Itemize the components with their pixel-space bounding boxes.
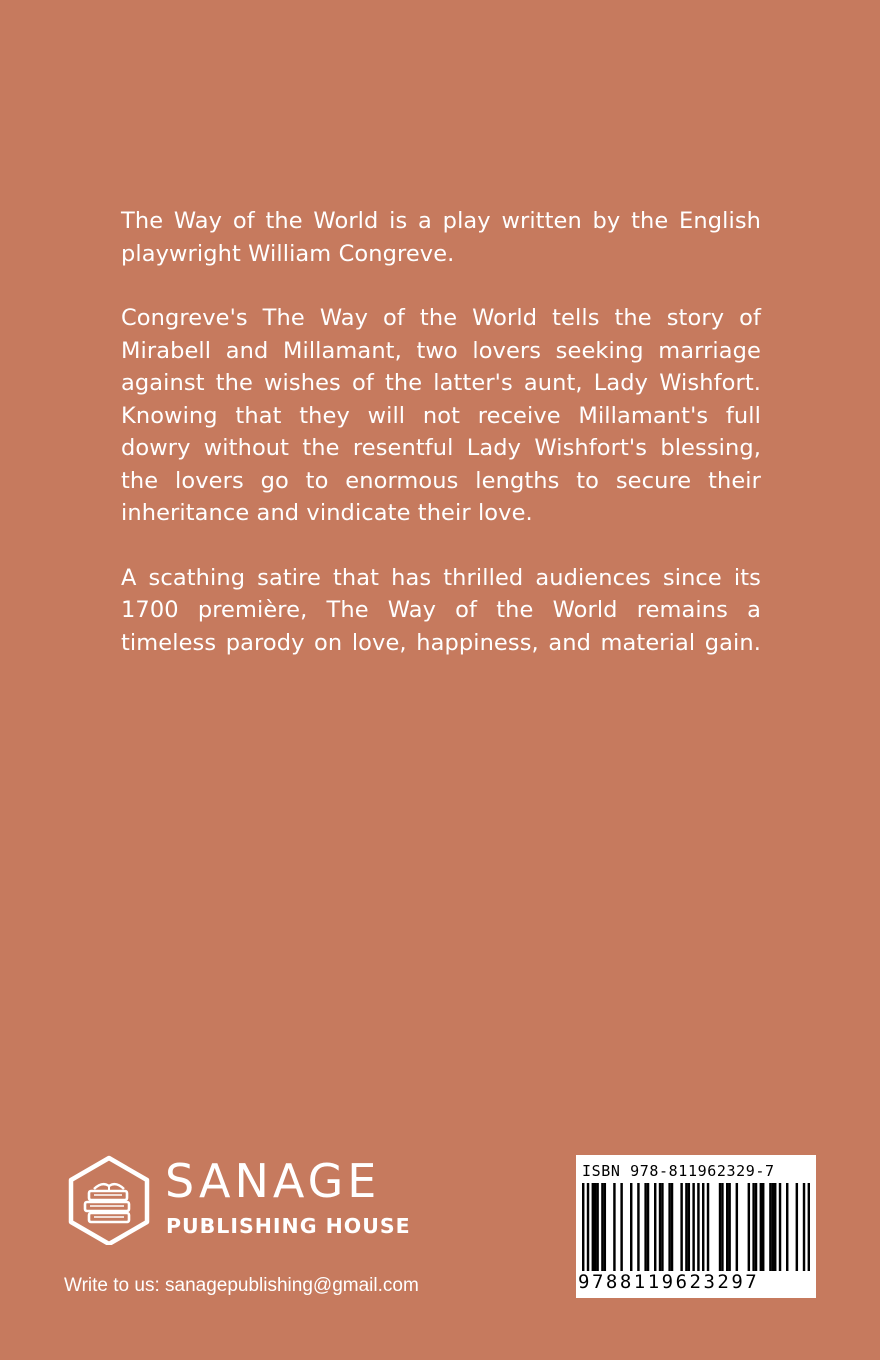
barcode-bar (736, 1183, 738, 1271)
barcode-bar (587, 1183, 589, 1271)
barcode-bar (594, 1183, 596, 1271)
barcode-bar (803, 1183, 805, 1271)
barcode-bar (668, 1183, 670, 1271)
barcode-bar (772, 1183, 774, 1271)
barcode-bars (582, 1183, 810, 1273)
barcode-bar (726, 1183, 728, 1271)
publisher-name: SANAGE (165, 1154, 381, 1208)
barcode-bar (752, 1183, 754, 1271)
publisher-logo-block (64, 1153, 424, 1243)
barcode-digits: 9788119623297 (578, 1271, 760, 1293)
barcode-bar (697, 1183, 699, 1271)
blurb-paragraph-3: A scathing satire that has thrilled audiences since its 1700 première, The Way of the World remains a timeless parody on love, happiness, and material gain. (121, 564, 761, 656)
barcode-bar (637, 1183, 639, 1271)
barcode-bar (647, 1183, 649, 1271)
barcode-bar (748, 1183, 750, 1271)
barcode-bar (779, 1183, 781, 1271)
barcode-bar (786, 1183, 788, 1271)
hexagon-books-icon (64, 1155, 154, 1245)
barcode-bar (721, 1183, 723, 1271)
barcode-bar (692, 1183, 694, 1271)
barcode-bar (774, 1183, 776, 1271)
isbn-label: ISBN 978-811962329-7 (582, 1162, 775, 1180)
barcode-bar (719, 1183, 721, 1271)
barcode-bar (620, 1183, 622, 1271)
isbn-barcode (576, 1155, 816, 1298)
barcode-bar (671, 1183, 673, 1271)
contact-email: Write to us: sanagepublishing@gmail.com (64, 1275, 419, 1296)
barcode-bar (728, 1183, 730, 1271)
barcode-bar (760, 1183, 762, 1271)
barcode-bar (659, 1183, 661, 1271)
barcode-bar (796, 1183, 798, 1271)
barcode-bar (755, 1183, 757, 1271)
barcode-bar (685, 1183, 687, 1271)
publisher-subtitle: PUBLISHING HOUSE (166, 1214, 411, 1238)
blurb-paragraph-1: The Way of the World is a play written by the English playwright William Congreve. (121, 208, 761, 267)
blurb-paragraph-2: Congreve's The Way of the World tells the story of Mirabell and Millamant, two lovers seeking marriage against the wishes of the latter's aunt, Lady Wishfort. Knowing that they will not receive Millamant's full dowry without the resentful Lady Wishfort's blessing, the lovers go to enormous lengths to secure their inheritance and vindicate their love. (121, 305, 761, 526)
barcode-bar (762, 1183, 764, 1271)
barcode-bar (688, 1183, 690, 1271)
barcode-bar (680, 1183, 682, 1271)
barcode-bar (604, 1183, 606, 1271)
barcode-bar (808, 1183, 810, 1271)
barcode-bar (769, 1183, 771, 1271)
back-cover-blurb (121, 205, 761, 691)
barcode-bar (630, 1183, 632, 1271)
barcode-bar (592, 1183, 594, 1271)
barcode-bar (596, 1183, 598, 1271)
barcode-bar (582, 1183, 584, 1271)
barcode-bar (654, 1183, 656, 1271)
barcode-bar (601, 1183, 603, 1271)
barcode-bar (661, 1183, 663, 1271)
barcode-bar (644, 1183, 646, 1271)
barcode-bar (707, 1183, 709, 1271)
barcode-bar (613, 1183, 615, 1271)
barcode-bar (702, 1183, 704, 1271)
